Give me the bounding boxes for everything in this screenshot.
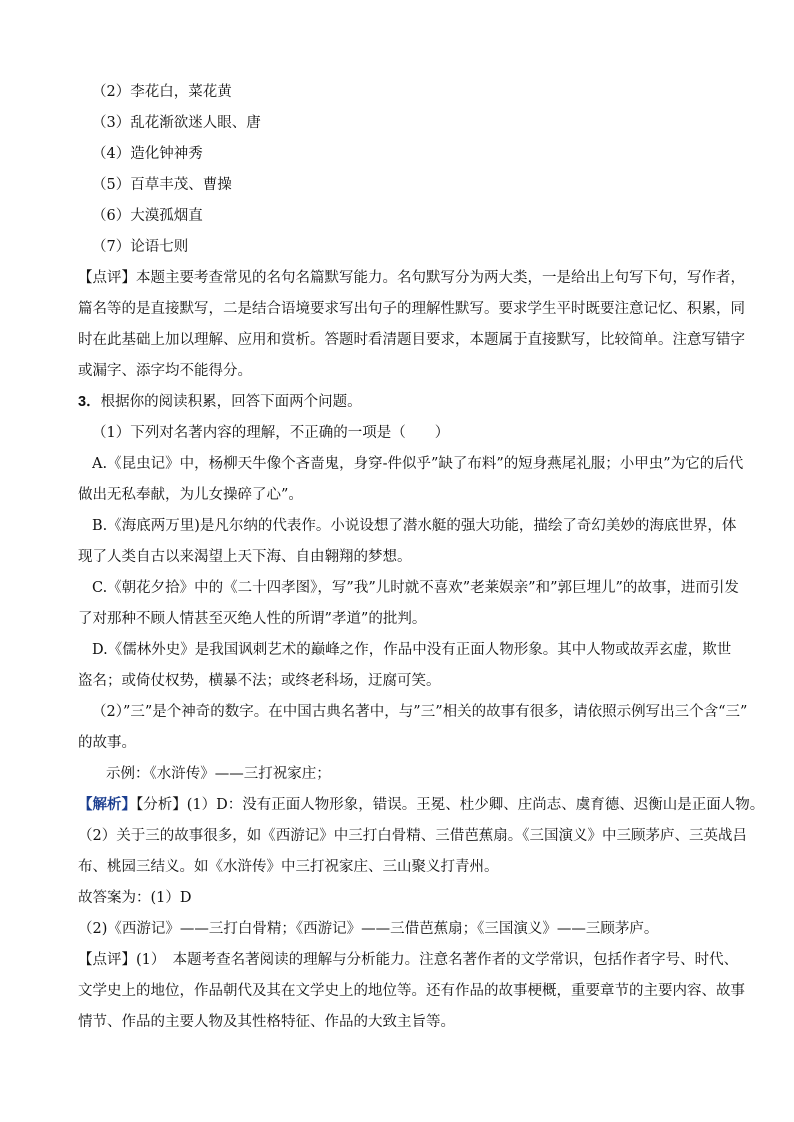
answer-line: 故答案为：(1）D <box>78 890 192 906</box>
subquestion-2-cont: 的故事。 <box>78 735 136 751</box>
question-stem-text: 根据你的阅读积累，回答下面两个问题。 <box>100 394 362 410</box>
answer-line-5: （5）百草丰茂、曹操 <box>92 177 232 193</box>
analysis-tag: 【解析】 <box>78 796 136 813</box>
option-b: B.《海底两万里)是凡尔纳的代表作。小说设想了潜水艇的强大功能，描绘了奇幻美妙的海底世界，体 <box>92 518 737 534</box>
comment1-line: 【点评】本题主要考查常见的名句名篇默写能力。名句默写分为两大类，一是给出上句写下句，写作者， <box>78 270 745 286</box>
comment2-line: 情节、作品的主要人物及其性格特征、作品的大致主旨等。 <box>78 1014 455 1030</box>
option-b-cont: 现了人类自古以来渴望上天下海、自由翱翔的梦想。 <box>78 549 412 565</box>
comment1-line: 时在此基础上加以理解、应用和赏析。答题时看清题目要求，本题属于直接默写，比较简单。注意写错字 <box>78 332 745 348</box>
option-d-cont: 盗名；或倚仗权势，横暴不法；或终老科场，迂腐可笑。 <box>78 673 441 689</box>
answer-line-2: （2）李花白，菜花黄 <box>92 84 232 100</box>
subquestion-1: （1）下列对名著内容的理解，不正确的一项是（ ） <box>92 425 450 441</box>
option-d: D.《儒林外史》是我国讽刺艺术的巅峰之作，作品中没有正面人物形象。其中人物或故弄玄虚，欺世 <box>92 642 732 658</box>
answer-line: （2)《西游记》——三打白骨精；《西游记》——三借芭蕉扇；《三国演义》——三顾茅庐。 <box>78 921 659 937</box>
question-3-stem <box>78 392 778 412</box>
comment1-line: 或漏字、添字均不能得分。 <box>78 363 252 379</box>
example-line: 示例：《水浒传》——三打祝家庄； <box>106 766 331 782</box>
answer-line-7: （7）论语七则 <box>92 239 189 255</box>
option-c: C.《朝花夕拾》中的《二十四孝图》，写”我”儿时就不喜欢”老莱娱亲”和”郭巨埋儿”的故事，进而引发 <box>92 580 739 596</box>
comment2-line: 【点评】(1） 本题考查名著阅读的理解与分析能力。注意名著作者的文学常识，包括作者字号、时代、 <box>78 952 739 968</box>
comment2-line: 文学史上的地位，作品朝代及其在文学史上的地位等。还有作品的故事梗概，重要章节的主要内容、故事 <box>78 983 745 999</box>
answer-line-3: （3）乱花渐欲迷人眼、唐 <box>92 115 261 131</box>
analysis-line: 布、桃园三结义。如《水浒传》中三打祝家庄、三山聚义打青州。 <box>78 859 499 875</box>
subquestion-2: （2）”三”是个神奇的数字。在中国古典名著中，与”三”相关的故事有很多，请依照示例写出三个含“三” <box>92 704 748 720</box>
option-c-cont: 了对那种不顾人情甚至灭绝人性的所谓”孝道”的批判。 <box>78 611 427 627</box>
option-a: A.《昆虫记》中，杨柳天牛像个吝啬鬼，身穿-件似乎”缺了布料”的短身燕尾礼服；小甲虫”为它的后代 <box>92 456 744 472</box>
analysis-text: 【分析】(1）D：没有正面人物形象，错误。王冕、杜少卿、庄尚志、虞育德、迟衡山是正面人物。 <box>136 797 765 813</box>
comment1-line: 篇名等的是直接默写，二是结合语境要求写出句子的理解性默写。要求学生平时既要注意记忆、积累，同 <box>78 301 745 317</box>
answer-line-4: （4）造化钟神秀 <box>92 146 203 162</box>
answer-line-6: （6）大漠孤烟直 <box>92 208 203 224</box>
question-number: 3． <box>78 394 101 410</box>
option-a-cont: 做出无私奉献，为儿女操碎了心”。 <box>78 487 303 503</box>
analysis-line: （2）关于三的故事很多，如《西游记》中三打白骨精、三借芭蕉扇。《三国演义》中三顾茅庐、三英战吕 <box>78 828 747 844</box>
analysis-line <box>78 795 778 815</box>
